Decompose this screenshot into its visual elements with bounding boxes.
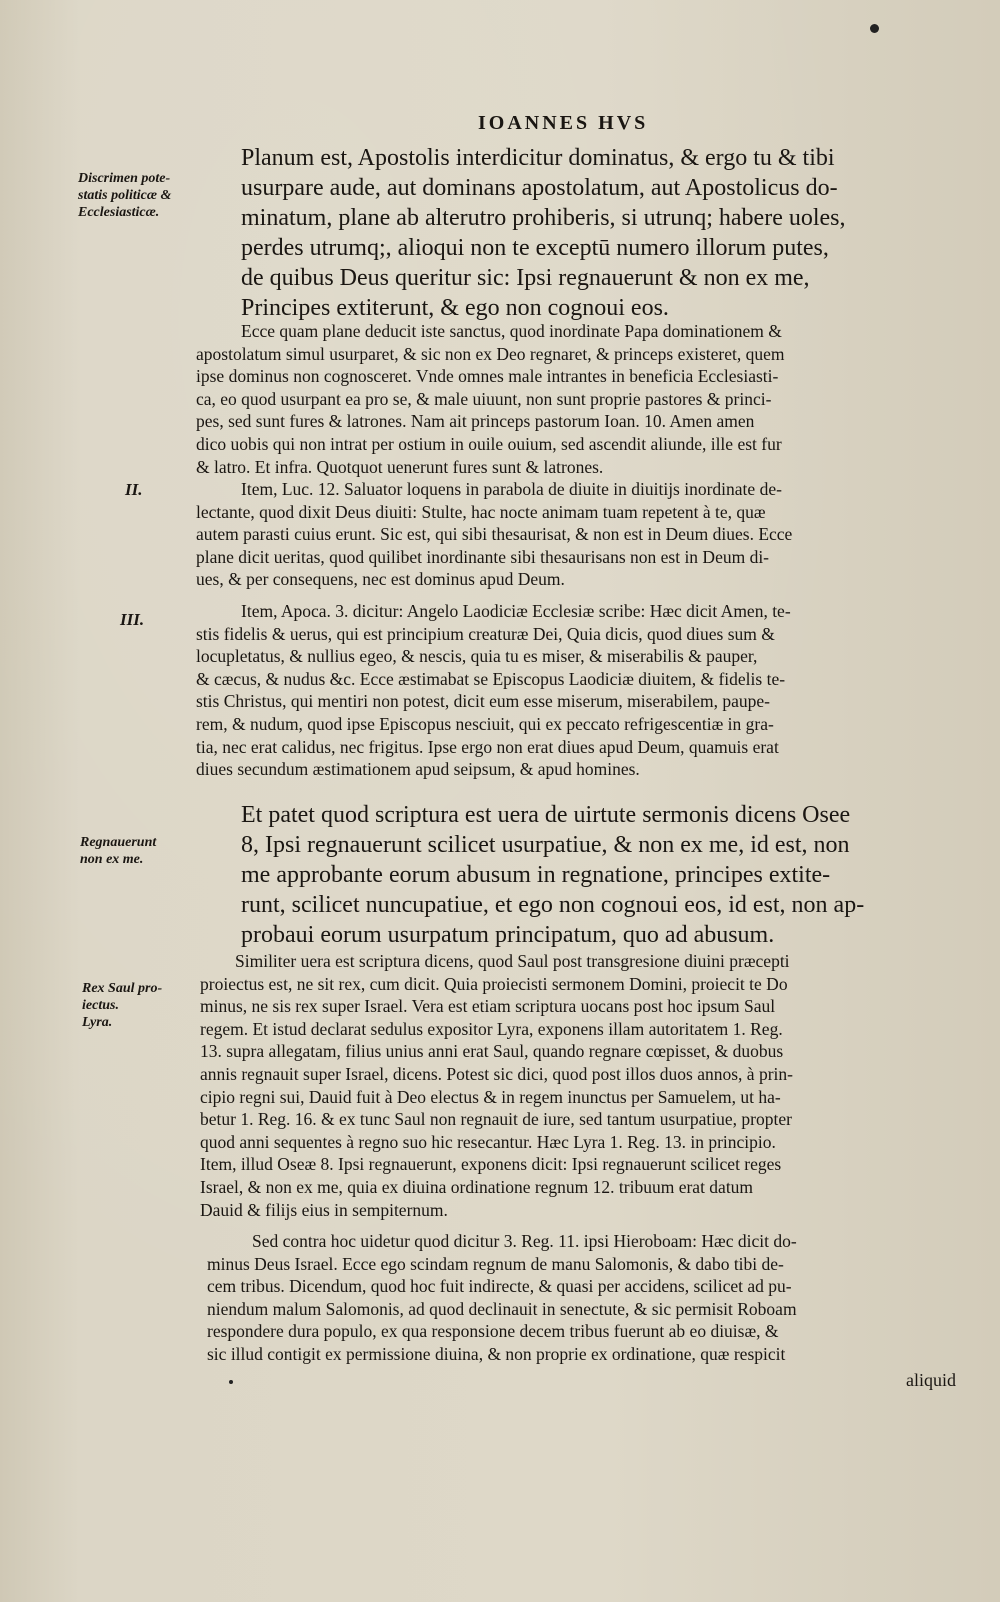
margin-note-rex-saul: Rex Saul pro- iectus. Lyra. (82, 981, 163, 1030)
paragraph-2: Ecce quam plane deducit iste sanctus, quod inordinate Papa dominationem & apostolatum simul usurparet, & sic non ex Deo regnaret, & princeps existeret, quem ipse dominus non cognosceret. Vnde omnes male intrantes in beneficia Ecclesiasti- ca, eo quod usurpant ea pro se, & male uiuunt, non sunt proprie pastores & princi- pes, sed sunt fures & latrones. Nam ait princeps pastorum Ioan. 10. Amen amen dico uobis qui non intrat per ostium in ouile ouium, sed ascendit aliunde, ille est fur & latro. Et infra. Quotquot uenerunt fures sunt & latrones. (196, 321, 785, 477)
margin-note-discrimen: Discrimen pote- statis politicæ & Ecclesiasticæ. (78, 171, 172, 220)
running-header: IOANNES HVS (478, 112, 649, 134)
ink-spot (870, 24, 879, 33)
ink-spot-bottom (229, 1380, 233, 1384)
paragraph-5: Et patet quod scriptura est uera de uirtute sermonis dicens Osee 8, Ipsi regnauerunt scilicet usurpatiue, & non ex me, id est, non me approbante eorum abusum in regnatione, principes extite- runt, scilicet nuncupatiue, et ego non cognoui eos, id est, non ap- probaui eorum usurpatum principatum, quo ad abusum. (241, 802, 865, 948)
margin-number-2: II. (125, 480, 143, 499)
paragraph-6: Similiter uera est scriptura dicens, quod Saul post transgresione diuini præcepti proiectus est, ne sit rex, cum dicit. Quia proiecisti sermonem Domini, proiecit te Do minus, ne sis rex super Israel. Vera est etiam scriptura uocans post hoc ipsum Saul regem. Et istud declarat sedulus expositor Lyra, exponens illam autoritatem 1. Reg. 13. supra allegatam, filius unius anni erat Saul, quando regnare cœpisset, & duobus annis regnauit super Israel, dicens. Potest sic dici, quod post illos duos annos, à prin- cipio regni sui, Dauid fuit à Deo electus & in regem inunctus per Samuelem, ut ha- betur 1. Reg. 16. & ex tunc Saul non regnauit de iure, sed tantum usurpatiue, propter quod anni sequentes à regno suo hic resecantur. Hæc Lyra 1. Reg. 13. in principio. Item, illud Oseæ 8. Ipsi regnauerunt, exponens dicit: Ipsi regnauerunt scilicet reges Israel, & non ex me, quia ex diuina ordinatione regnum 12. tribuum erat datum Dauid & filijs eius in sempiternum. (200, 951, 793, 1220)
margin-number-3: III. (120, 610, 145, 629)
paragraph-7: Sed contra hoc uidetur quod dicitur 3. Reg. 11. ipsi Hieroboam: Hæc dicit do- minus Deus Israel. Ecce ego scindam regnum de manu Salomonis, & dabo tibi de- cem tribus. Dicendum, quod hoc fuit indirecte, & quasi per accidens, scilicet ad pu- niendum malum Salomonis, ad quod declinauit in senectute, & sic permisit Roboam respondere dura populo, ex qua responsione decem tribus fuerunt ab eo diuisæ, & sic illud contigit ex permissione diuina, & non proprie ex ordinatione, quæ respicit (207, 1231, 797, 1364)
paragraph-3: Item, Luc. 12. Saluator loquens in parabola de diuite in diuitijs inordinate de- lectante, quod dixit Deus diuiti: Stulte, hac nocte animam tuam repetent à te, quæ autem parasti cuius erunt. Sic est, qui sibi thesaurisat, & non est in Deum diues. Ecce plane dicit ueritas, quod quilibet inordinante sibi thesaurisans non est in Deum di- ues, & per consequens, nec est dominus apud Deum. (196, 479, 793, 590)
catchword: aliquid (906, 1370, 956, 1390)
paragraph-1: Planum est, Apostolis interdicitur dominatus, & ergo tu & tibi usurpare aude, aut dominans apostolatum, aut Apostolicus do- minatum, plane ab alterutro prohiberis, si utrunq; habere uoles, perdes utrumq;, alioqui non te exceptū numero illorum putes, de quibus Deus queritur sic: Ipsi regnauerunt & non ex me, Principes extiterunt, & ego non cognoui eos. (241, 145, 846, 321)
margin-note-regnauerunt: Regnauerunt non ex me. (80, 835, 157, 867)
paragraph-4: Item, Apoca. 3. dicitur: Angelo Laodiciæ Ecclesiæ scribe: Hæc dicit Amen, te- stis fidelis & uerus, qui est principium creaturæ Dei, Quia dicis, quod diues sum & locupletatus, & nullius egeo, & nescis, quia tu es miser, & miserabilis & pauper, & cæcus, & nudus &c. Ecce æstimabat se Episcopus Laodiciæ diuitem, & fidelis te- stis Christus, qui mentiri non potest, dicit eum esse miserum, miserabilem, paupe- rem, & nudum, quod ipse Episcopus nesciuit, qui ex peccato refrigescentiæ in gra- tia, nec erat calidus, nec frigitus. Ipse ergo non erat diues apud Deum, quamuis erat diues secundum æstimationem apud seipsum, & apud homines. (196, 601, 791, 780)
